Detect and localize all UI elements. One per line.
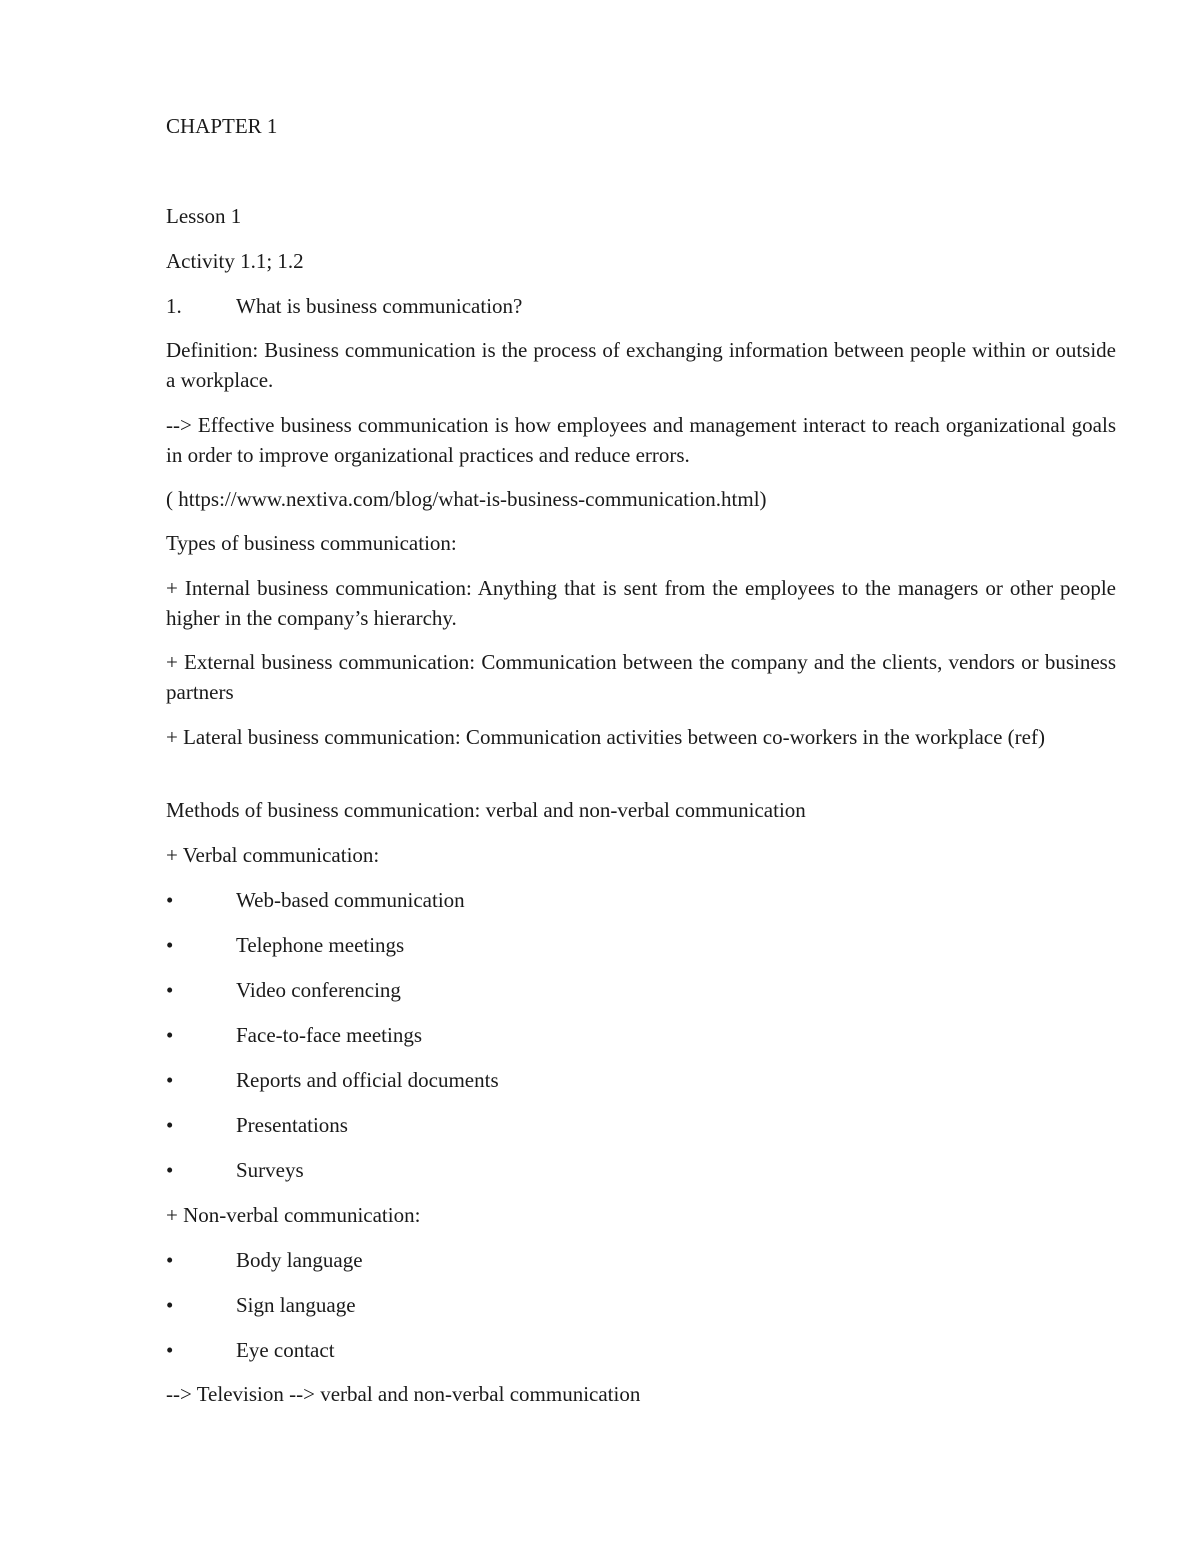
nonverbal-item-text: Eye contact xyxy=(236,1338,335,1362)
question-text: What is business communication? xyxy=(236,294,523,318)
chapter-title: CHAPTER 1 xyxy=(166,114,278,138)
verbal-item-text: Reports and official documents xyxy=(236,1068,499,1092)
bullet-mark: • xyxy=(166,933,174,957)
lesson-heading: Lesson 1 xyxy=(166,204,242,228)
verbal-item-text: Telephone meetings xyxy=(236,933,405,957)
nonverbal-heading: + Non-verbal communication: xyxy=(166,1203,421,1227)
nonverbal-item-text: Sign language xyxy=(236,1293,356,1317)
source-url: ( https://www.nextiva.com/blog/what-is-business-communication.html) xyxy=(166,487,767,511)
methods-heading: Methods of business communication: verbal and non-verbal communication xyxy=(166,798,806,822)
type-external: + External business communication: Communication between the company and the clients, vendors or business partners xyxy=(166,650,1116,704)
television-note: --> Television --> verbal and non-verbal communication xyxy=(166,1382,641,1406)
nonverbal-item-text: Body language xyxy=(236,1248,363,1272)
bullet-mark: • xyxy=(166,1248,174,1272)
effective-paragraph: --> Effective business communication is how employees and management interact to reach organizational goals in order to improve organizational practices and reduce errors. xyxy=(166,413,1116,467)
bullet-mark: • xyxy=(166,978,174,1002)
verbal-item-text: Presentations xyxy=(236,1113,348,1137)
verbal-item-text: Face-to-face meetings xyxy=(236,1023,422,1047)
bullet-mark: • xyxy=(166,1158,174,1182)
bullet-mark: • xyxy=(166,888,174,912)
bullet-mark: • xyxy=(166,1338,174,1362)
definition-paragraph: Definition: Business communication is the process of exchanging information between people within or outside a workplace. xyxy=(166,338,1116,392)
type-internal: + Internal business communication: Anything that is sent from the employees to the managers or other people higher in the company’s hierarchy. xyxy=(166,576,1116,630)
question-number: 1. xyxy=(166,294,182,318)
activity-heading: Activity 1.1; 1.2 xyxy=(166,249,304,273)
verbal-item-text: Video conferencing xyxy=(236,978,401,1002)
bullet-mark: • xyxy=(166,1113,174,1137)
bullet-mark: • xyxy=(166,1293,174,1317)
types-heading: Types of business communication: xyxy=(166,531,457,555)
type-lateral: + Lateral business communication: Communication activities between co-workers in the workplace (ref) xyxy=(166,725,1045,749)
bullet-mark: • xyxy=(166,1023,174,1047)
verbal-heading: + Verbal communication: xyxy=(166,843,380,867)
bullet-mark: • xyxy=(166,1068,174,1092)
verbal-item-text: Web-based communication xyxy=(236,888,465,912)
verbal-item-text: Surveys xyxy=(236,1158,304,1182)
